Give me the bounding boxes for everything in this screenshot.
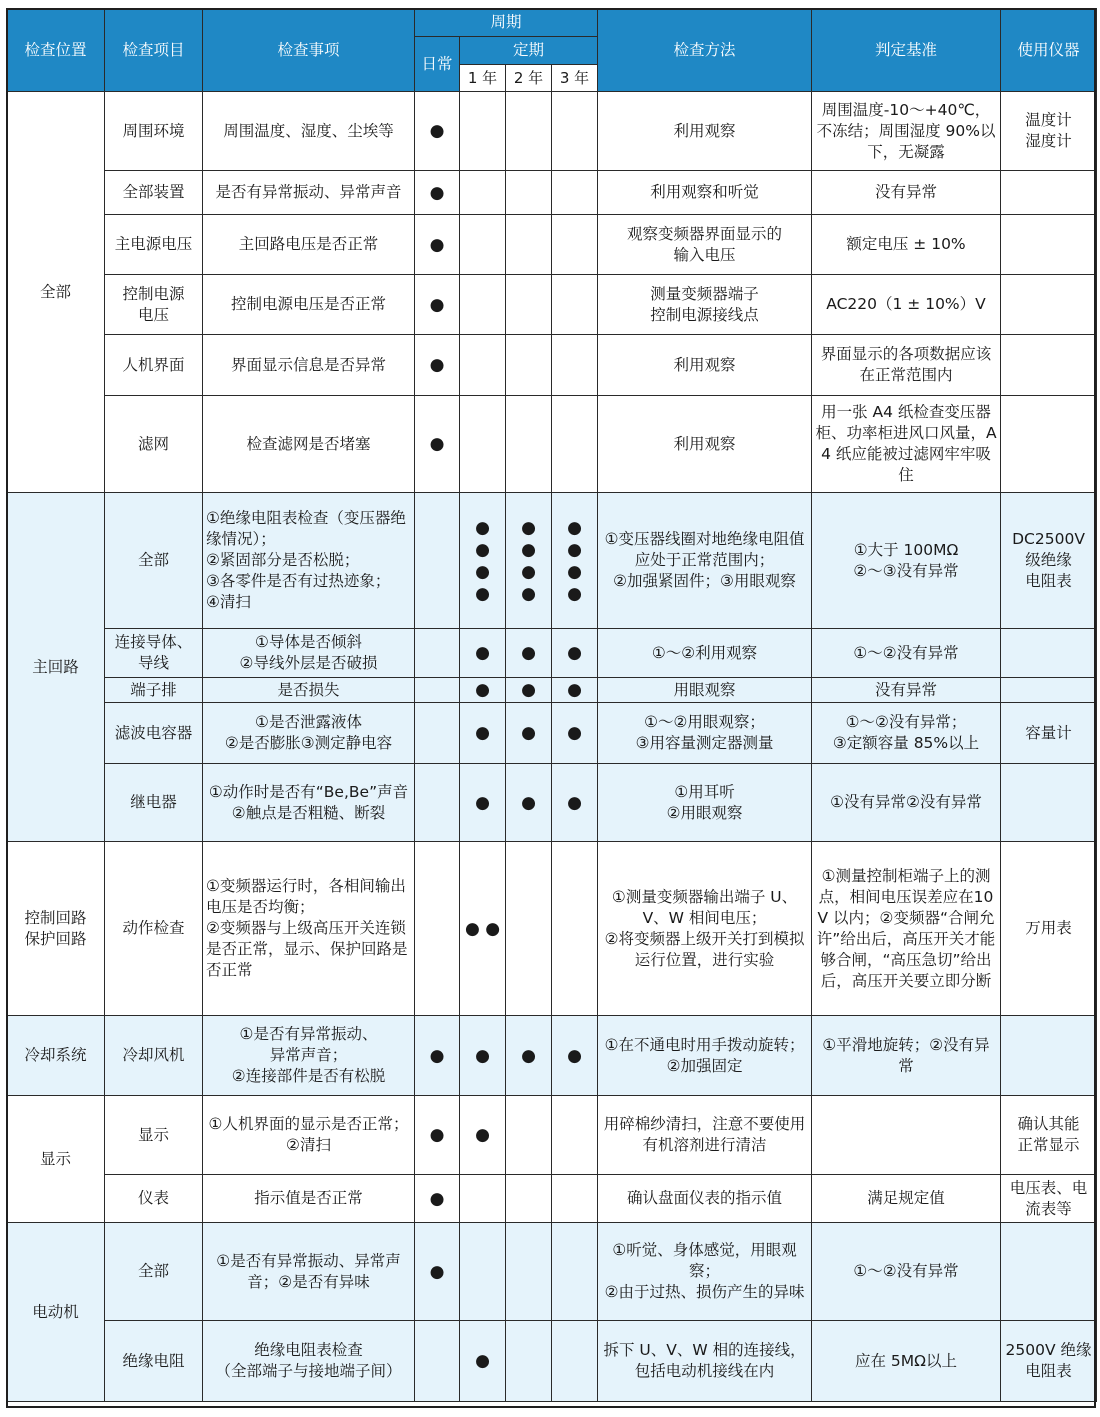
header-location: 检查位置 [7,9,105,92]
check-item: 绝缘电阻 [105,1321,203,1402]
judgment-criteria: AC220（1 ± 10%）V [812,275,1001,335]
period-daily-mark: ● [415,1175,460,1223]
check-method: ①在不通电时用手拨动旋转； ②加强固定 [598,1016,812,1096]
header-method: 检查方法 [598,9,812,92]
header-daily: 日常 [415,37,460,92]
check-item: 动作检查 [105,842,203,1016]
period-y3-mark: ● [552,703,598,764]
period-y1-mark: ● [460,764,506,842]
check-matter: 指示值是否正常 [203,1175,415,1223]
instrument: DC2500V 级绝缘 电阻表 [1001,493,1097,629]
location-all: 全部 [7,92,105,493]
check-item: 端子排 [105,678,203,703]
check-item: 周围环境 [105,92,203,171]
period-y1-mark: ● [460,678,506,703]
check-item: 控制电源 电压 [105,275,203,335]
header-regular: 定期 [460,37,598,65]
check-method: ①测量变频器输出端子 U、V、W 相间电压； ②将变频器上级开关打到模拟运行位置，进行实验 [598,842,812,1016]
check-method: ①变压器线圈对地绝缘电阻值应处于正常范围内； ②加强紧固件；③用眼观察 [598,493,812,629]
check-item: 冷却风机 [105,1016,203,1096]
check-method: ①～②利用观察 [598,629,812,678]
check-method: 用碎棉纱清扫，注意不要使用有机溶剂进行清洁 [598,1096,812,1175]
location-motor: 电动机 [7,1223,105,1402]
period-y3-mark: ● [552,1016,598,1096]
judgment-criteria: 没有异常 [812,678,1001,703]
check-matter: 是否损失 [203,678,415,703]
header-item: 检查项目 [105,9,203,92]
period-daily-mark: ● [415,171,460,215]
check-method: 测量变频器端子 控制电源接线点 [598,275,812,335]
check-item: 全部 [105,1223,203,1321]
header-year-2: 2 年 [506,65,552,92]
instrument: 2500V 绝缘 电阻表 [1001,1321,1097,1402]
header-year-1: 1 年 [460,65,506,92]
check-item: 仪表 [105,1175,203,1223]
judgment-criteria: ①没有异常②没有异常 [812,764,1001,842]
check-item: 滤波电容器 [105,703,203,764]
period-y1-mark: ● [460,1096,506,1175]
period-daily-mark: ● [415,1223,460,1321]
period-y3-mark: ● [552,629,598,678]
header-instrument: 使用仪器 [1001,9,1097,92]
check-method: 用眼观察 [598,678,812,703]
check-matter: 是否有异常振动、异常声音 [203,171,415,215]
judgment-criteria: ①～②没有异常 [812,1223,1001,1321]
check-method: 利用观察 [598,92,812,171]
check-method: 观察变频器界面显示的 输入电压 [598,215,812,275]
instrument: 万用表 [1001,842,1097,1016]
check-method: ①用耳听 ②用眼观察 [598,764,812,842]
period-daily-mark: ● [415,275,460,335]
check-method: 确认盘面仪表的指示值 [598,1175,812,1223]
period-y1-mark: ● [460,1016,506,1096]
check-matter: 检查滤网是否堵塞 [203,396,415,493]
check-item: 全部装置 [105,171,203,215]
check-matter: ①导体是否倾斜 ②导线外层是否破损 [203,629,415,678]
check-method: 利用观察 [598,335,812,396]
judgment-criteria: ①～②没有异常 [812,629,1001,678]
check-item: 全部 [105,493,203,629]
check-item: 人机界面 [105,335,203,396]
judgment-criteria: ①～②没有异常； ③定额容量 85%以上 [812,703,1001,764]
period-daily-mark: ● [415,396,460,493]
judgment-criteria: ①大于 100MΩ ②～③没有异常 [812,493,1001,629]
period-y2-mark: ● ● ● ● [506,493,552,629]
check-matter: 绝缘电阻表检查 （全部端子与接地端子间） [203,1321,415,1402]
period-daily-mark: ● [415,1096,460,1175]
check-item: 显示 [105,1096,203,1175]
period-daily-mark: ● [415,92,460,171]
header-period: 周期 [415,9,598,37]
judgment-criteria: ①平滑地旋转；②没有异常 [812,1016,1001,1096]
period-daily-mark: ● [415,215,460,275]
judgment-criteria: 额定电压 ± 10% [812,215,1001,275]
judgment-criteria: 界面显示的各项数据应该 在正常范围内 [812,335,1001,396]
check-item: 主电源电压 [105,215,203,275]
check-item: 滤网 [105,396,203,493]
check-matter: ①人机界面的显示是否正常； ②清扫 [203,1096,415,1175]
instrument: 确认其能 正常显示 [1001,1096,1097,1175]
judgment-criteria: 用一张 A4 纸检查变压器柜、功率柜进风口风量，A4 纸应能被过滤网牢牢吸住 [812,396,1001,493]
period-y2-mark: ● [506,1016,552,1096]
check-matter: 界面显示信息是否异常 [203,335,415,396]
check-item: 连接导体、 导线 [105,629,203,678]
header-matter: 检查事项 [203,9,415,92]
header-criteria: 判定基准 [812,9,1001,92]
period-y2-mark: ● [506,764,552,842]
check-matter: 周围温度、湿度、尘埃等 [203,92,415,171]
check-method: ①～②用眼观察； ③用容量测定器测量 [598,703,812,764]
table-frame [6,8,1096,1408]
period-y1-mark: ● [460,703,506,764]
location-main: 主回路 [7,493,105,842]
period-y2-mark: ● [506,678,552,703]
period-y3-mark: ● [552,764,598,842]
check-method: 拆下 U、V、W 相的连接线，包括电动机接线在内 [598,1321,812,1402]
check-matter: ①是否泄露液体 ②是否膨胀③测定静电容 [203,703,415,764]
judgment-criteria: 应在 5MΩ以上 [812,1321,1001,1402]
period-y2-mark: ● [506,629,552,678]
judgment-criteria: 没有异常 [812,171,1001,215]
judgment-criteria: 满足规定值 [812,1175,1001,1223]
period-daily-mark: ● [415,335,460,396]
check-method: ①听觉、身体感觉，用眼观察； ②由于过热、损伤产生的异味 [598,1223,812,1321]
check-matter: ①变频器运行时，各相间输出电压是否均衡； ②变频器与上级高压开关连锁是否正常，显示、保护回路是否正常 [203,842,415,1016]
check-matter: 控制电源电压是否正常 [203,275,415,335]
judgment-criteria: 周围温度-10～+40℃，不冻结；周围湿度 90%以下，无凝露 [812,92,1001,171]
check-method: 利用观察 [598,396,812,493]
check-matter: ①是否有异常振动、 异常声音； ②连接部件是否有松脱 [203,1016,415,1096]
period-y1-mark: ● [460,1321,506,1402]
check-method: 利用观察和听觉 [598,171,812,215]
location-control: 控制回路 保护回路 [7,842,105,1016]
location-cooling: 冷却系统 [7,1016,105,1096]
check-matter: ①绝缘电阻表检查（变压器绝缘情况）； ②紧固部分是否松脱； ③各零件是否有过热迹象； ④清扫 [203,493,415,629]
check-matter: 主回路电压是否正常 [203,215,415,275]
instrument: 温度计 湿度计 [1001,92,1097,171]
period-y1-mark: ● [460,629,506,678]
check-matter: ①动作时是否有“Be,Be”声音 ②触点是否粗糙、断裂 [203,764,415,842]
period-y2-mark: ● [506,703,552,764]
period-y1-mark: ● ● [460,842,506,1016]
period-y1-mark: ● ● ● ● [460,493,506,629]
period-y3-mark: ● ● ● ● [552,493,598,629]
header-year-3: 3 年 [552,65,598,92]
period-daily-mark: ● [415,1016,460,1096]
check-matter: ①是否有异常振动、异常声音；②是否有异味 [203,1223,415,1321]
check-item: 继电器 [105,764,203,842]
judgment-criteria: ①测量控制柜端子上的测点，相间电压误差应在10V 以内；②变频器“合闸允许”给出后，高压开关才能够合闸，“高压急切”给出后，高压开关要立即分断 [812,842,1001,1016]
period-y3-mark: ● [552,678,598,703]
instrument: 电压表、电流表等 [1001,1175,1097,1223]
location-display: 显示 [7,1096,105,1223]
instrument: 容量计 [1001,703,1097,764]
